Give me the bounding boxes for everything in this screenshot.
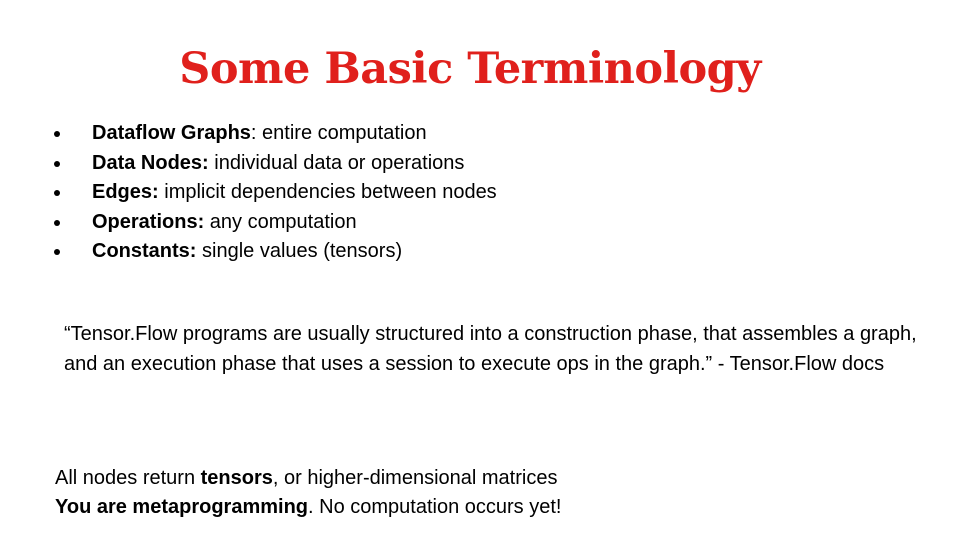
terminology-list [54, 119, 497, 267]
note-text: , or higher-dimensional matrices [272, 467, 558, 489]
term-description: individual data or operations [208, 151, 465, 174]
term-description: any computation [204, 210, 357, 233]
term-label: Operations: [92, 210, 205, 233]
note-text: All nodes return [55, 467, 201, 489]
bullet-dot-icon [54, 131, 60, 137]
list-item [54, 208, 497, 238]
list-item [54, 178, 497, 208]
summary-notes [55, 464, 915, 522]
term-label: Dataflow Graphs [92, 122, 251, 144]
term-description: : entire computation [250, 122, 427, 144]
tensorflow-quote: “Tensor.Flow programs are usually structured into a construction phase, that assembles a graph, and an execution phase that uses a session to execute ops in the graph.” - Tensor.Flow docs [64, 323, 917, 375]
bullet-dot-icon [54, 161, 60, 167]
note-line-tensors [55, 464, 915, 493]
term-label: Edges: [92, 181, 159, 203]
note-emphasis: tensors [200, 467, 273, 489]
slide-title: Some Basic Terminology [179, 44, 761, 94]
term-label: Data Nodes: [92, 151, 209, 174]
bullet-dot-icon [54, 190, 60, 196]
list-item [54, 237, 497, 267]
list-item [54, 119, 497, 149]
term-description: single values (tensors) [196, 240, 403, 262]
bullet-dot-icon [54, 249, 60, 255]
term-description: implicit dependencies between nodes [158, 181, 497, 203]
term-label: Constants: [92, 240, 197, 262]
bullet-dot-icon [54, 220, 60, 226]
note-emphasis: You are metaprogramming [55, 496, 309, 518]
note-line-metaprogramming [55, 493, 915, 522]
list-item [54, 149, 497, 179]
note-text: . No computation occurs yet! [308, 496, 562, 518]
